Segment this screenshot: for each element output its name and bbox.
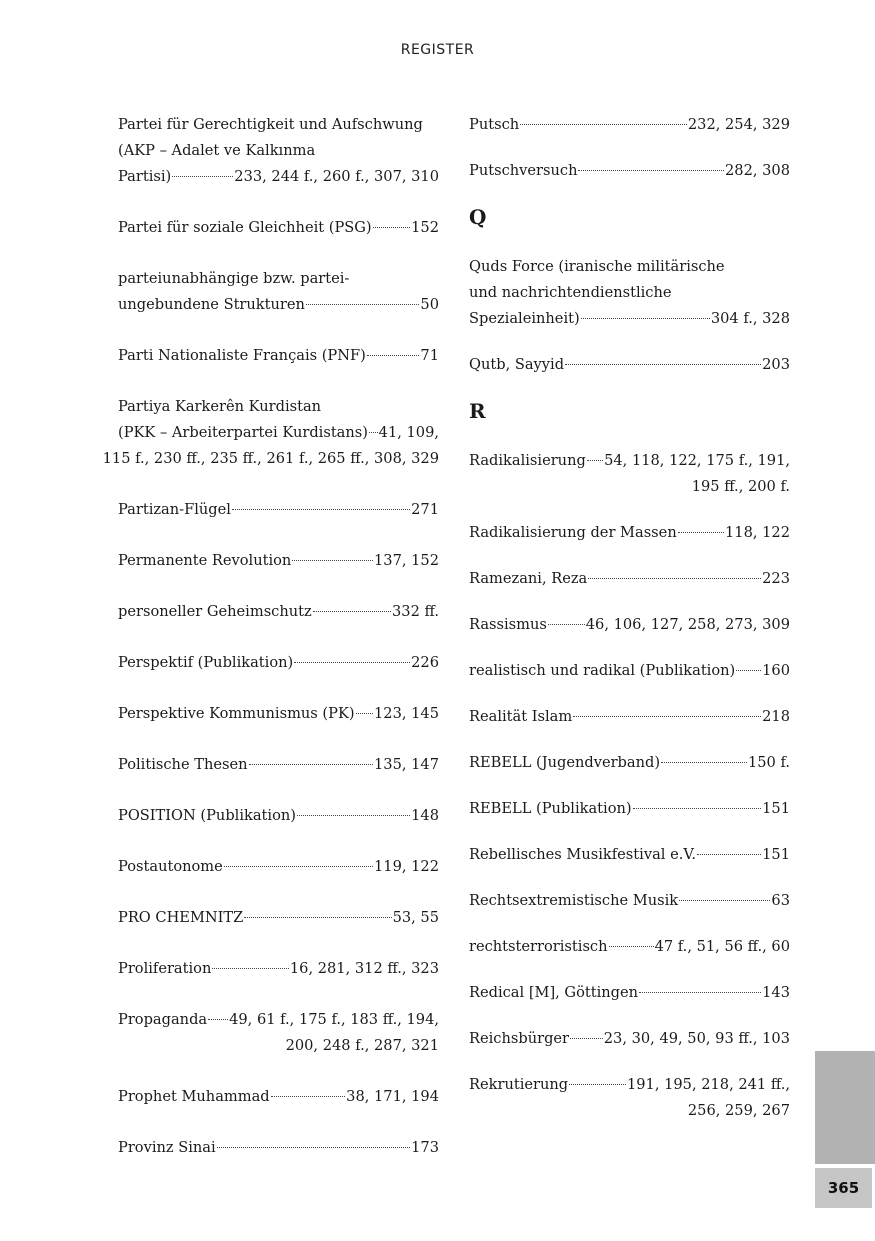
index-entry [469,934,790,960]
dot-leader [369,432,378,433]
page-number: 365 [815,1168,872,1208]
entry-pages: 119, 122 [374,858,439,875]
dot-leader [232,509,410,510]
index-entry [118,497,439,523]
entry-term: Ramezani, Reza [469,570,588,587]
entry-line [118,548,439,574]
entry-term: Permanente Revolution [118,552,292,569]
entry-pages: 123, 145 [374,705,439,722]
entry-term: (AKP – Adalet ve Kalkınma [118,142,316,159]
index-entry [118,956,439,982]
dot-leader [565,364,761,365]
index-entry [469,750,790,776]
entry-pages: 195 ff., 200 f. [691,478,790,495]
dot-leader [356,713,373,714]
entry-pages: 271 [411,501,439,518]
index-entry [118,905,439,931]
entry-line [469,796,790,822]
entry-term: PRO CHEMNITZ [118,909,244,926]
index-entry [469,980,790,1006]
index-entry [118,215,439,241]
dot-leader [172,176,233,177]
index-entry [469,352,790,378]
entry-line [118,343,439,369]
index-entry [118,1084,439,1110]
entry-term: Quds Force (iranische militärische [469,258,725,275]
entry-pages: 160 [762,662,790,679]
dot-leader [294,662,410,663]
index-entry [118,112,439,190]
dot-leader [633,808,762,809]
entry-pages: 233, 244 f., 260 f., 307, 310 [234,168,439,185]
entry-term: Qutb, Sayyid [469,356,565,373]
index-entry [469,520,790,546]
index-entry [118,854,439,880]
index-entry [118,650,439,676]
entry-pages: 304 f., 328 [710,310,790,327]
dot-leader [373,227,411,228]
index-entry [102,394,439,472]
entry-term: Parti Nationaliste Français (PNF) [118,347,366,364]
dot-leader [581,318,710,319]
entry-term: Politische Thesen [118,756,248,773]
entry-term: Spezialeinheit) [469,310,580,327]
entry-term: Rekrutierung [469,1076,569,1093]
index-entry [469,1072,790,1124]
entry-term: Redical [M], Göttingen [469,984,639,1001]
entry-pages: 282, 308 [725,162,790,179]
entry-line [118,394,439,420]
index-entry [118,548,439,574]
dot-leader [570,1038,603,1039]
entry-line [118,701,439,727]
running-header: REGISTER [400,42,475,58]
entry-page-continuation [102,446,439,472]
entry-pages: 53, 55 [392,909,439,926]
index-entry [118,1007,439,1059]
entry-line [118,803,439,829]
entry-line [118,752,439,778]
entry-line [469,612,790,638]
entry-line [469,658,790,684]
entry-line [118,905,439,931]
entry-line [118,215,439,241]
dot-leader [697,854,761,855]
entry-pages: 218 [762,708,790,725]
index-entry [469,842,790,868]
entry-pages: 38, 171, 194 [346,1088,439,1105]
entry-term: Proliferation [118,960,212,977]
entry-line [118,1135,439,1161]
index-entry [469,566,790,592]
entry-term: Postautonome [118,858,223,875]
entry-line [469,980,790,1006]
entry-pages: 23, 30, 49, 50, 93 ff., 103 [603,1030,790,1047]
dot-leader [679,900,770,901]
section-letter: Q [469,205,487,229]
entry-pages: 50 [420,296,439,313]
entry-line [118,956,439,982]
entry-pages: 135, 147 [374,756,439,773]
dot-leader [217,1147,410,1148]
entry-pages: 226 [411,654,439,671]
entry-pages: 223 [762,570,790,587]
dot-leader [212,968,289,969]
thumb-index-tab [815,1051,875,1164]
dot-leader [588,578,761,579]
entry-line [118,1084,439,1110]
entry-term: rechtsterroristisch [469,938,608,955]
entry-line [469,520,790,546]
entry-pages: 191, 195, 218, 241 ff., [626,1076,790,1093]
entry-term: parteiunabhängige bzw. partei- [118,270,350,287]
entry-line [469,306,790,332]
entry-line [118,138,439,164]
entry-pages: 203 [762,356,790,373]
entry-line [118,112,439,138]
entry-pages: 54, 118, 122, 175 f., 191, [604,452,790,469]
section-letter: R [469,399,486,423]
entry-line [469,934,790,960]
index-entry [469,448,790,500]
entry-term: Partizan-Flügel [118,501,231,518]
index-column-left [102,112,439,1186]
entry-term: Perspektive Kommunismus (PK) [118,705,355,722]
entry-line [118,292,439,318]
entry-page-continuation [118,1033,439,1059]
entry-pages: 148 [411,807,439,824]
entry-line [469,750,790,776]
index-entry [469,158,790,184]
entry-pages: 63 [771,892,790,909]
entry-line [118,650,439,676]
entry-term: Propaganda [118,1011,208,1028]
index-entry [118,803,439,829]
dot-leader [244,917,391,918]
dot-leader [520,124,687,125]
entry-term: Putschversuch [469,162,578,179]
dot-leader [639,992,761,993]
dot-leader [313,611,391,612]
entry-pages: 232, 254, 329 [687,116,790,133]
entry-term: und nachrichtendienstliche [469,284,672,301]
index-entry [469,704,790,730]
entry-pages: 46, 106, 127, 258, 273, 309 [585,616,790,633]
index-entry [469,658,790,684]
entry-line [469,158,790,184]
index-entry [469,112,790,138]
entry-pages: 16, 281, 312 ff., 323 [289,960,439,977]
entry-term: realistisch und radikal (Publikation) [469,662,736,679]
entry-term: Partei für Gerechtigkeit und Aufschwung [118,116,423,133]
entry-line [469,842,790,868]
entry-line [469,704,790,730]
entry-line [469,888,790,914]
index-entry [469,1026,790,1052]
entry-line [118,497,439,523]
entry-term: Radikalisierung [469,452,586,469]
entry-term: Reichsbürger [469,1030,570,1047]
entry-term: (PKK – Arbeiterpartei Kurdistans) [118,424,368,441]
entry-term: POSITION (Publikation) [118,807,296,824]
dot-leader [609,946,654,947]
dot-leader [587,460,603,461]
entry-term: Rechtsextremistische Musik [469,892,679,909]
entry-term: Perspektif (Publikation) [118,654,294,671]
entry-line [118,164,439,190]
index-column-right [469,112,790,1144]
entry-term: Partiya Karkerên Kurdistan [118,398,322,415]
dot-leader [271,1096,346,1097]
index-entry [118,266,439,318]
entry-pages: 150 f. [747,754,790,771]
dot-leader [367,355,420,356]
entry-line [118,599,439,625]
index-entry [118,343,439,369]
dot-leader [249,764,373,765]
dot-leader [292,560,373,561]
entry-term: Prophet Muhammad [118,1088,270,1105]
entry-line [469,254,790,280]
index-entry [469,888,790,914]
entry-pages: 151 [762,846,790,863]
entry-term: Rebellisches Musikfestival e.V. [469,846,696,863]
dot-leader [306,304,419,305]
entry-line [469,280,790,306]
index-entry [118,752,439,778]
entry-line [469,352,790,378]
entry-pages: 118, 122 [725,524,790,541]
entry-term: ungebundene Strukturen [118,296,305,313]
entry-pages: 71 [420,347,439,364]
entry-term: Realität Islam [469,708,573,725]
entry-pages: 152 [411,219,439,236]
entry-pages: 41, 109, [378,424,439,441]
entry-term: Partei für soziale Gleichheit (PSG) [118,219,372,236]
entry-term: Partisi) [118,168,172,185]
entry-pages: 256, 259, 267 [687,1102,790,1119]
dot-leader [548,624,585,625]
entry-pages: 115 f., 230 ff., 235 ff., 261 f., 265 ff., 308, 329 [102,450,439,467]
entry-line [118,266,439,292]
entry-line [118,420,439,446]
dot-leader [678,532,724,533]
index-entry [469,796,790,822]
entry-pages: 49, 61 f., 175 f., 183 ff., 194, [229,1011,439,1028]
entry-line [118,1007,439,1033]
entry-pages: 151 [762,800,790,817]
index-entry [469,612,790,638]
index-entry [118,701,439,727]
entry-line [469,112,790,138]
dot-leader [569,1084,626,1085]
entry-line [469,1026,790,1052]
entry-pages: 47 f., 51, 56 ff., 60 [654,938,790,955]
dot-leader [736,670,761,671]
dot-leader [297,815,410,816]
dot-leader [573,716,761,717]
index-entry [118,599,439,625]
entry-pages: 200, 248 f., 287, 321 [285,1037,439,1054]
index-entry [469,254,790,332]
entry-term: REBELL (Publikation) [469,800,632,817]
dot-leader [578,170,724,171]
entry-pages: 137, 152 [374,552,439,569]
entry-pages: 143 [762,984,790,1001]
entry-line [469,566,790,592]
dot-leader [661,762,747,763]
entry-term: Radikalisierung der Massen [469,524,677,541]
entry-term: Rassismus [469,616,547,633]
entry-pages: 332 ff. [392,603,439,620]
entry-line [469,1072,790,1098]
entry-page-continuation [469,474,790,500]
entry-line [118,854,439,880]
entry-page-continuation [469,1098,790,1124]
dot-leader [224,866,373,867]
entry-term: personeller Geheimschutz [118,603,312,620]
dot-leader [208,1019,228,1020]
entry-term: REBELL (Jugendverband) [469,754,661,771]
entry-term: Putsch [469,116,520,133]
index-entry [118,1135,439,1161]
entry-pages: 173 [411,1139,439,1156]
entry-line [469,448,790,474]
entry-term: Provinz Sinai [118,1139,216,1156]
